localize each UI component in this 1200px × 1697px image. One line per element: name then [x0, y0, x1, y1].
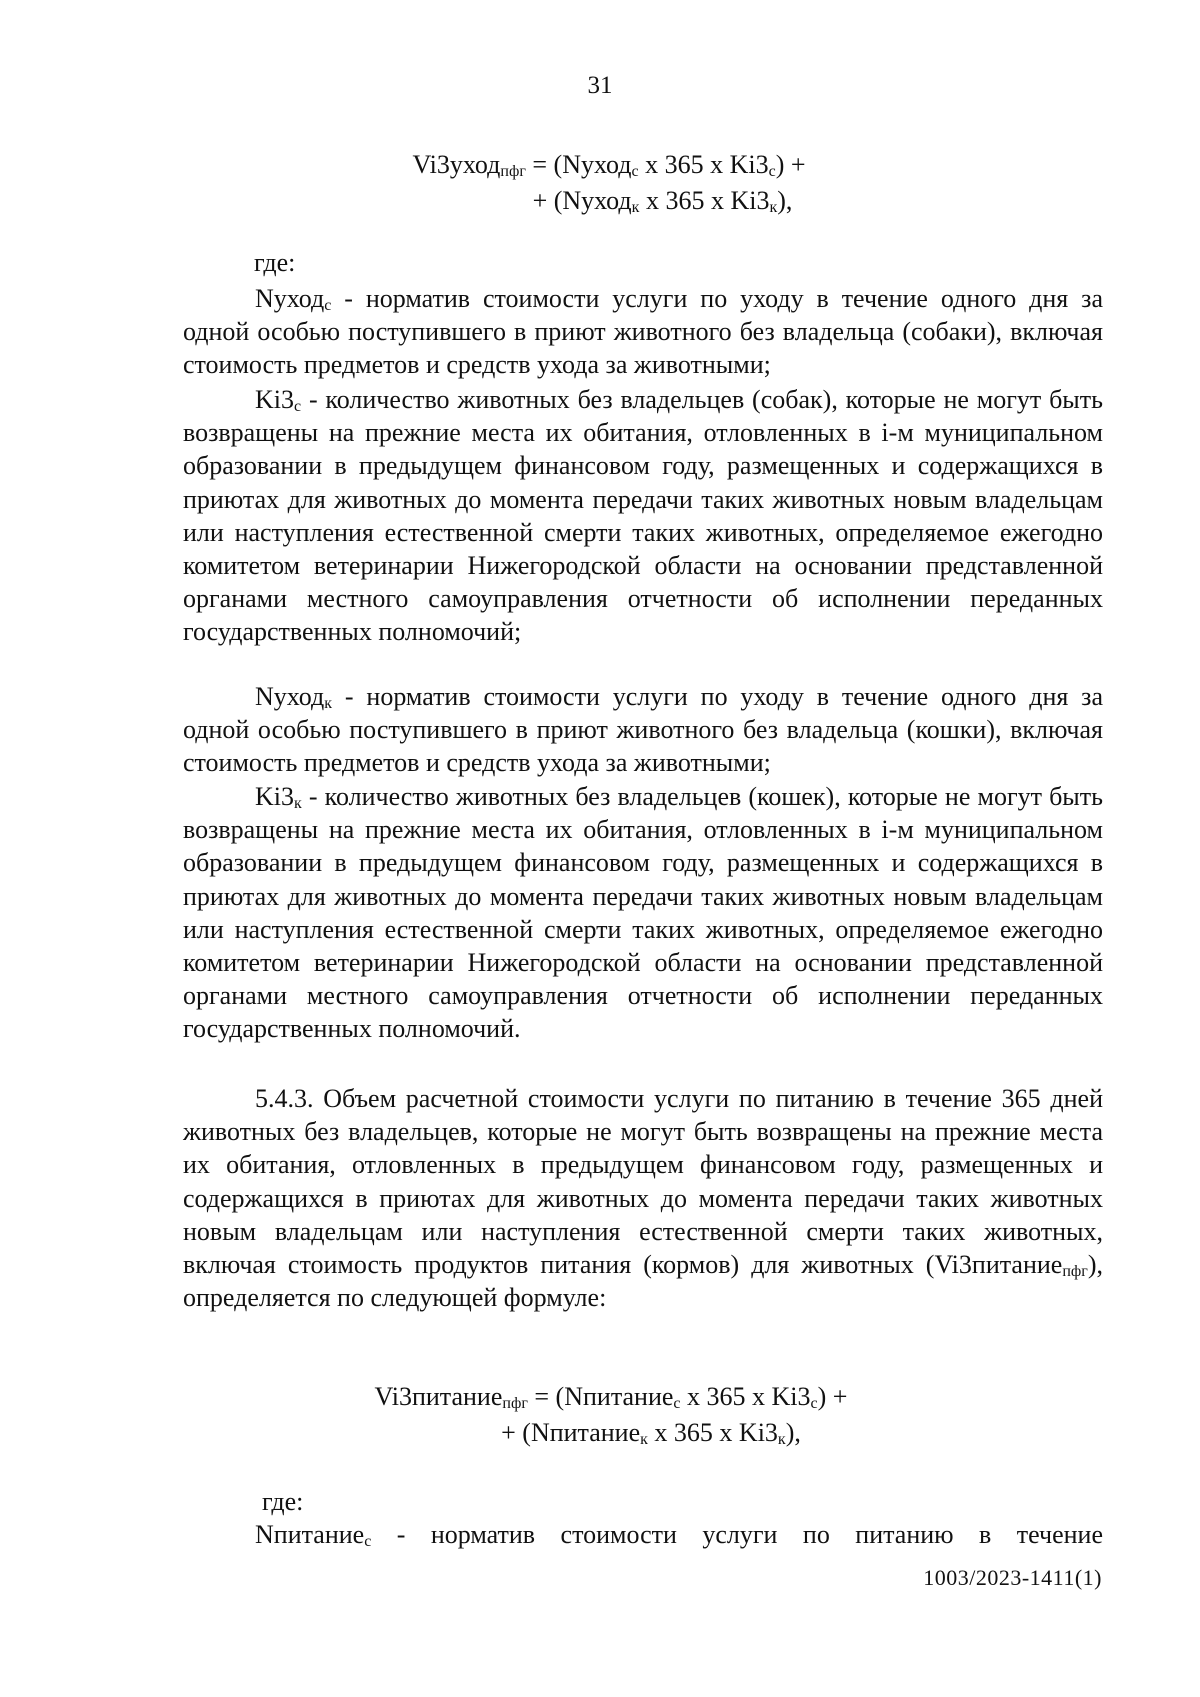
section-text: ), определяется по следующей формуле:: [183, 1250, 1103, 1313]
definition-text: - норматив стоимости услуги по уходу в течение одного дня за одной особью поступившего в приют животного без владельца (кошки), включая стоимость предметов и средств ухода за животными;: [183, 682, 1103, 778]
formula-care-line-1: [18, 147, 1200, 183]
formula-subscript: с: [768, 163, 776, 180]
formula-term: ),: [785, 1418, 801, 1447]
formula-term: x 365 x Ki3: [647, 1418, 778, 1447]
formula-subscript: с: [673, 1395, 681, 1412]
definition-count-cats: [183, 780, 1103, 1046]
definition-term: Nуход: [255, 284, 325, 313]
definition-text: - количество животных без владельцев (собак), которые не могут быть возвращены на прежние места их обитания, отловленных в i-м муниципальном образовании в предыдущем финансовом году, размещенных и содержащихся в приютах для животных до момента передачи таких животных новым владельцам или наступления естественной смерти таких животных, определяемое ежегодно комитетом ветеринарии Нижегородской области на основании представленной органами местного самоуправления отчетности об исполнении переданных государственных полномочий;: [183, 385, 1103, 647]
formula-term: + (Nпитание: [501, 1418, 641, 1447]
formula-term: Vi3питание: [374, 1382, 503, 1411]
formula-term: = (Nуход: [525, 150, 632, 179]
where-label: где:: [262, 1487, 304, 1516]
formula-subscript: пфг: [500, 163, 526, 180]
definition-count-dogs: [183, 383, 1103, 649]
definition-subscript: с: [324, 297, 332, 314]
section-text: 5.4.3. Объем расчетной стоимости услуги по питанию в течение 365 дней животных без владельцев, которые не могут быть возвращены на прежние места их обитания, отловленных в предыдущем финансовом году, размещенных и содержащихся в приютах для животных до момента передачи таких животных новым владельцам или наступления естественной смерти таких животных, включая стоимость продуктов питания (кормов) для животных (Vi3питание: [183, 1084, 1103, 1280]
formula-term: Vi3уход: [412, 150, 501, 179]
formula-subscript: к: [777, 1431, 786, 1448]
section-subscript: пфг: [1062, 1263, 1088, 1281]
definition-term: Ki3: [255, 385, 294, 414]
definition-text: - количество животных без владельцев (кошек), которые не могут быть возвращены на прежние места их обитания, отловленных в i-м муниципальном образовании в предыдущем финансовом году, размещенных и содержащихся в приютах для животных до момента передачи таких животных новым владельцам или наступления естественной смерти таких животных, определяемое ежегодно комитетом ветеринарии Нижегородской области на основании представленной органами местного самоуправления отчетности об исполнении переданных государственных полномочий.: [183, 782, 1103, 1044]
formula-feeding-line-1: [22, 1379, 1200, 1415]
formula-feeding-cost: [0, 1379, 1200, 1451]
formula-term: x 365 x Ki3: [680, 1382, 811, 1411]
definition-text: - норматив стоимости услуги по уходу в течение одного дня за одной особью поступившего в приют животного без владельца (собаки), включая стоимость предметов и средств ухода за животными;: [183, 284, 1103, 380]
section-5-4-3: [183, 1082, 1103, 1314]
formula-term: ),: [777, 186, 793, 215]
page-number: 31: [587, 72, 613, 99]
document-code: 1003/2023-1411(1): [923, 1565, 1102, 1590]
formula-care-line-2: [125, 183, 1200, 219]
definition-term: Ki3: [255, 782, 294, 811]
formula-term: x 365 x Ki3: [639, 186, 770, 215]
formula-feeding-line-2: [102, 1415, 1200, 1451]
formula-care-cost: [0, 147, 1200, 219]
definition-term: Nуход: [255, 682, 325, 711]
definition-term: Nпитание: [255, 1520, 365, 1549]
definition-subscript: с: [294, 398, 302, 415]
definition-feeding-dogs: [183, 1518, 1103, 1551]
definition-subscript: с: [364, 1533, 372, 1550]
formula-subscript: к: [631, 199, 640, 216]
formula-subscript: с: [631, 163, 639, 180]
definition-text: - норматив стоимости услуги по питанию в течение: [371, 1520, 1103, 1549]
formula-subscript: пфг: [502, 1395, 528, 1412]
formula-subscript: к: [640, 1431, 648, 1448]
formula-subscript: к: [769, 199, 778, 216]
formula-term: = (Nпитание: [527, 1382, 674, 1411]
where-label: где:: [254, 248, 296, 277]
formula-subscript: с: [810, 1395, 818, 1412]
formula-term: ) +: [817, 1382, 848, 1411]
formula-term: + (Nуход: [532, 186, 632, 215]
definition-subscript: к: [294, 795, 302, 812]
definition-care-cats: [183, 680, 1103, 780]
definition-subscript: к: [324, 695, 333, 712]
definition-care-dogs: [183, 282, 1103, 382]
formula-term: ) +: [775, 150, 806, 179]
formula-term: x 365 x Ki3: [638, 150, 769, 179]
